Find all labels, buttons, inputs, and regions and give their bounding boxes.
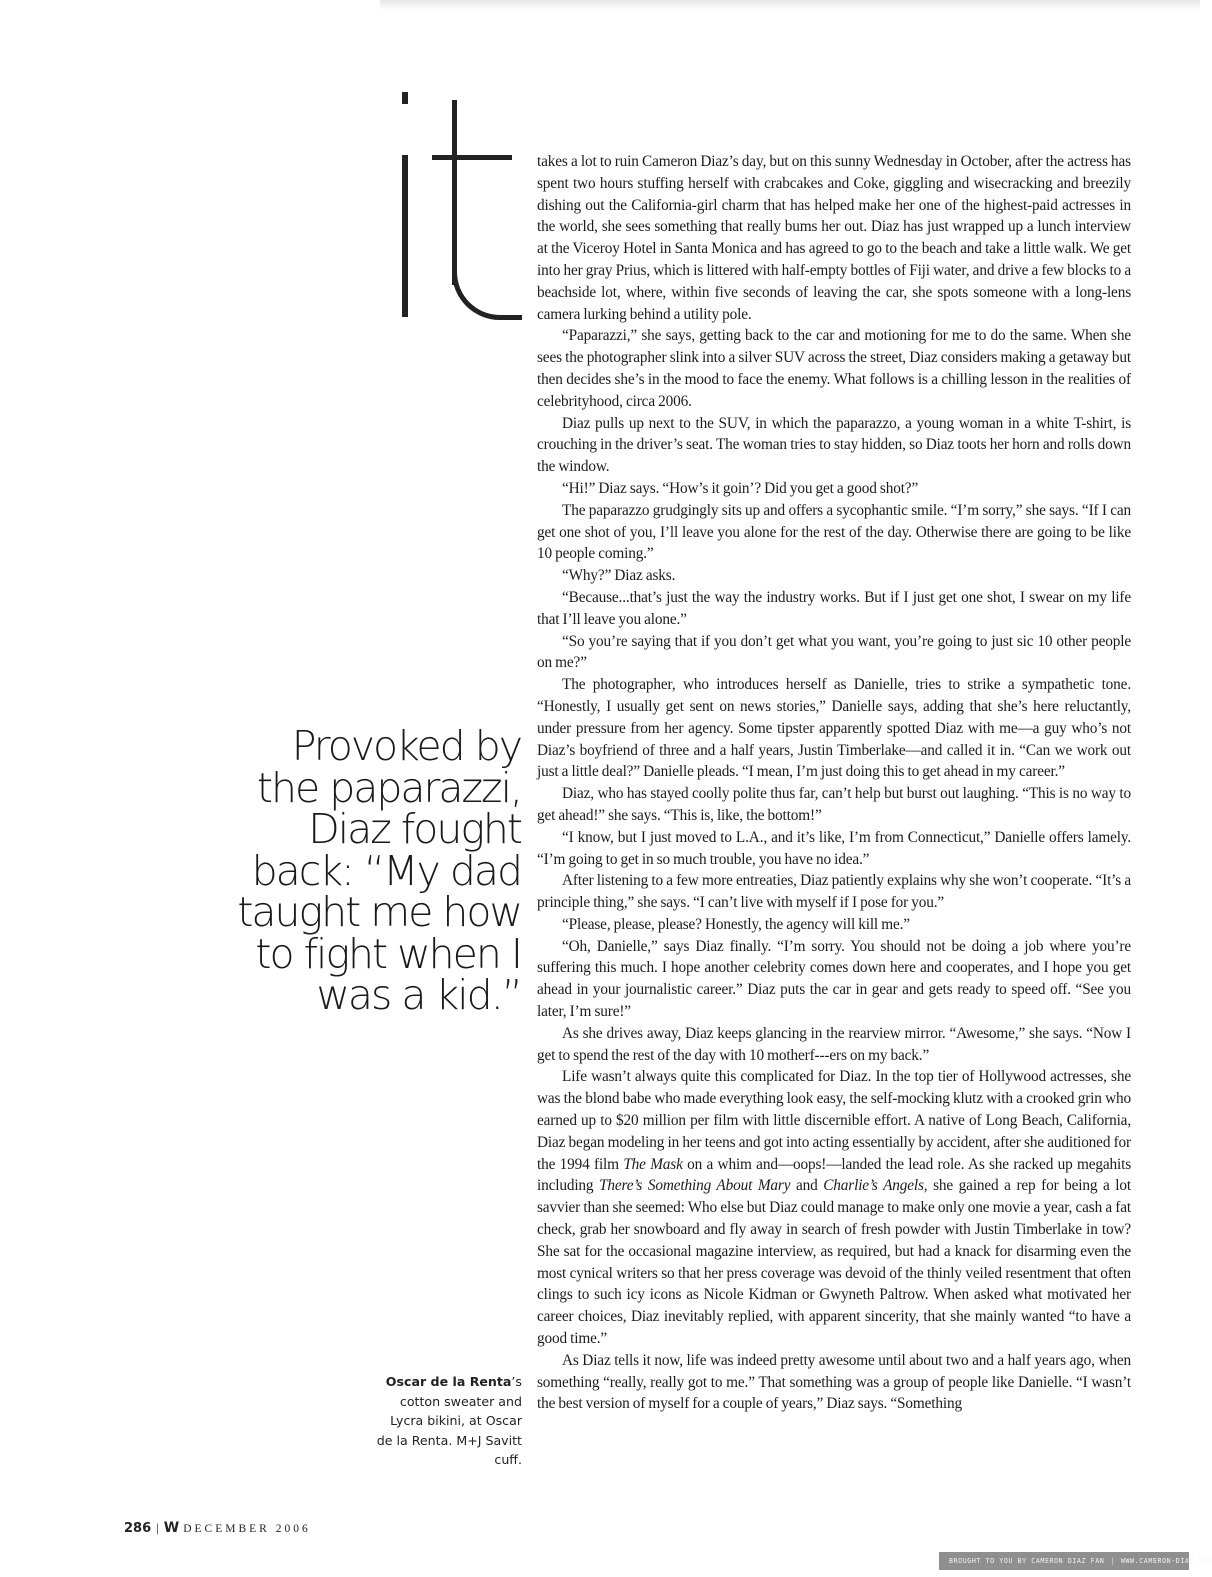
dropcap-letter-t (432, 100, 522, 320)
dropcap-letter-i (402, 92, 408, 317)
caption-text: ’s cotton sweater and Lycra bikini, at Oscar de la Renta. M+J Savitt cuff. (376, 1374, 522, 1467)
fansite-credit-bar (939, 1552, 1212, 1570)
article-paragraph: “I know, but I just moved to L.A., and it’s like, I’m from Connecticut,” Danielle offers lamely. “I’m going to get in so much trouble, you have no idea.” (537, 828, 1131, 868)
magazine-name: W (163, 1520, 180, 1536)
article-paragraph: “So you’re saying that if you don’t get what you want, you’re going to just sic 10 other people on me?” (537, 632, 1131, 672)
paragraph-text: Life wasn’t always quite this complicated for Diaz. In the top tier of Hollywood actresses, she was the blond babe who made everything look easy, the self-mocking klutz with a crooked grin who earned up to $20 million per film with little discernible effort. A native of Long Beach, California, Diaz began modeling in her teens and got into acting essentially by accident, after she auditioned for the 1994 film (537, 1068, 1131, 1173)
photo-caption (372, 1372, 522, 1470)
article-paragraph: “Why?” Diaz asks. (562, 567, 676, 585)
article-paragraph: takes a lot to ruin Cameron Diaz’s day, but on this sunny Wednesday in October, after the actress has spent two hours stuffing herself with crabcakes and Coke, giggling and wisecracking and breezily dishing out the California-girl charm that has helped make her one of the highest-paid actresses in the world, she sees something that really bums her out. Diaz has just wrapped up a lunch interview at the Viceroy Hotel in Santa Monica and has agreed to go to the beach and take a little walk. We get into her gray Prius, which is littered with half-empty bottles of Fiji water, and drive a few blocks to a beachside lot, where, within five seconds of leaving the car, she spots someone with a long-lens camera lurking behind a utility pole. (537, 153, 1131, 323)
paragraph-text: on a whim and—oops!—landed the lead role. As she racked up megahits including (537, 1155, 1132, 1195)
page-number: 286 (124, 1521, 152, 1536)
credit-url: WWW.CAMERON-DIAZ.ORG (1120, 1557, 1212, 1565)
article-paragraph: “Please, please, please? Honestly, the agency will kill me.” (562, 915, 910, 933)
page-folio (124, 1520, 311, 1536)
article-paragraph: “Oh, Danielle,” says Diaz finally. “I’m sorry. You should not be doing a job where you’re suffering this much. I hope another celebrity comes down here and cooperates, and I hope you get ahead in your journalistic career.” Diaz puts the car in gear and gets ready to speed off. “See you later, I’m sure!” (537, 937, 1131, 1021)
article-body (537, 151, 1131, 1415)
film-title: There’s Something About Mary (599, 1177, 791, 1195)
scan-edge-shadow (380, 0, 1200, 10)
paragraph-text: she gained a rep for being a lot savvier than she seemed: Who else but Diaz could manage to make only one movie a year, cash a fat check, grab her snowboard and fly away in search of fresh powder with Justin Timberlake in tow? She sat for the occasional magazine interview, as required, but had a knack for disarming even the most cynical writers so that her press coverage was devoid of the thinly veiled resentment that often clings to such icy icons as Nicole Kidman or Gwyneth Paltrow. When asked what motivated her career choices, Diaz inevitably replied, with apparent sincerity, that she mainly wanted “to have a good time.” (537, 1177, 1131, 1348)
issue-date: DECEMBER 2006 (183, 1523, 311, 1535)
article-paragraph: Diaz pulls up next to the SUV, in which the paparazzo, a young woman in a white T-shirt, is crouching in the driver’s seat. The woman tries to stay hidden, so Diaz toots her horn and rolls down the window. (537, 414, 1131, 476)
article-paragraph: The paparazzo grudgingly sits up and offers a sycophantic smile. “I’m sorry,” she says. “If I can get one shot of you, I’ll leave you alone for the rest of the day. Otherwise there are going to be like 10 people coming.” (537, 501, 1131, 563)
credit-divider: | (1110, 1557, 1115, 1565)
film-title: Charlie’s Angels, (823, 1177, 928, 1195)
credit-text: BROUGHT TO YOU BY CAMERON DIAZ FAN (949, 1557, 1105, 1565)
article-paragraph: “Hi!” Diaz says. “How’s it goin’? Did you get a good shot?” (562, 479, 919, 497)
article-paragraph: The photographer, who introduces herself as Danielle, tries to strike a sympathetic tone. “Honestly, I usually get sent on news stories,” Danielle says, adding that she’s here reluctantly, under pressure from her agency. Some tipster apparently spotted Diaz with me—a guy who’s not Diaz’s boyfriend of three and a half years, Justin Timberlake—and called it in. “Can we work out just a little deal?” Danielle pleads. “I mean, I’m just doing this to get ahead in my career.” (537, 676, 1131, 781)
caption-designer: Oscar de la Renta (385, 1374, 512, 1389)
paragraph-text: and (790, 1177, 824, 1195)
article-paragraph: “Because...that’s just the way the industry works. But if I just get one shot, I swear on my life that I’ll leave you alone.” (537, 588, 1131, 628)
film-title: The Mask (623, 1155, 683, 1173)
article-paragraph: “Paparazzi,” she says, getting back to the car and motioning for me to do the same. When she sees the photographer slink into a silver SUV across the street, Diaz considers making a getaway but then decides she’s in the mood to face the enemy. What follows is a chilling lesson in the realities of celebrityhood, circa 2006. (537, 327, 1131, 410)
article-paragraph: As Diaz tells it now, life was indeed pretty awesome until about two and a half years ago, when something “really, really got to me.” That something was a group of people like Danielle. “I wasn’t the best version of myself for a couple of years,” Diaz says. “Something (537, 1351, 1131, 1413)
folio-separator: | (156, 1520, 159, 1535)
article-paragraph (537, 1066, 1131, 1349)
article-paragraph: As she drives away, Diaz keeps glancing in the rearview mirror. “Awesome,” she says. “Now I get to spend the rest of the day with 10 motherf---ers on my back.” (537, 1024, 1131, 1064)
pull-quote: Provoked by the paparazzi, Diaz fought back: “My dad taught me how to fight when I was a kid.” (237, 722, 521, 1019)
article-paragraph: Diaz, who has stayed coolly polite thus far, can’t help but burst out laughing. “This is no way to get ahead!” she says. “This is, like, the bottom!” (537, 785, 1131, 824)
article-paragraph: After listening to a few more entreaties, Diaz patiently explains why she won’t cooperate. “It’s a principle thing,” she says. “I can’t live with myself if I pose for you.” (537, 872, 1131, 912)
